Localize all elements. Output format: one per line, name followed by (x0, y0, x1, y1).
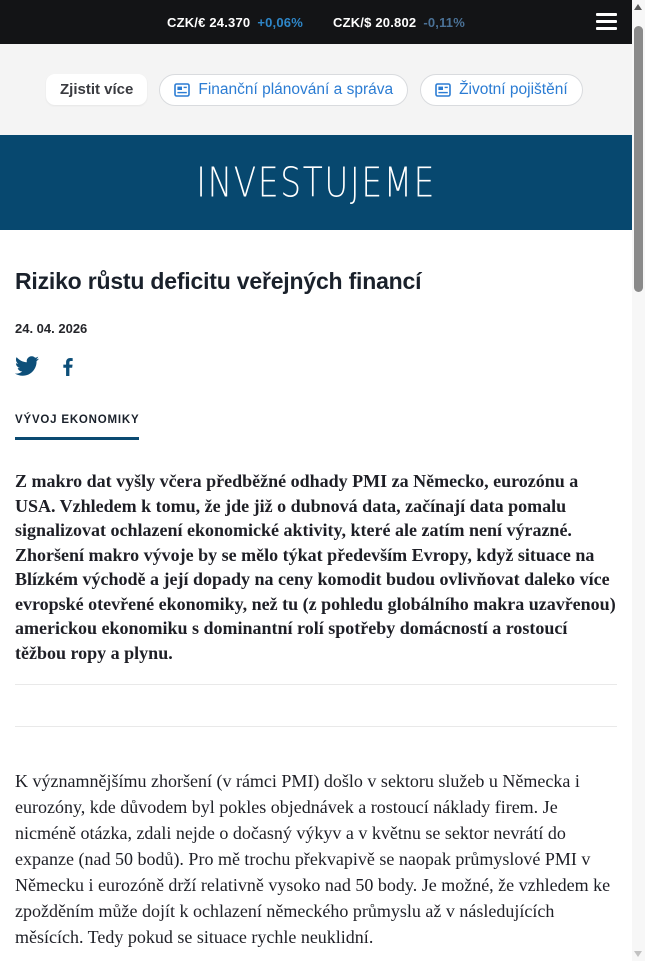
rate-pair-value: CZK/€ 24.370 (166, 14, 251, 30)
nav-pill-label: Životní pojištění (459, 80, 568, 98)
rate-pair-value: CZK/$ 20.802 (332, 14, 417, 30)
article-paragraph-1: Z makro dat vyšly včera předběžné odhady PMI za Německo, eurozónu a USA. Vzhledem k tomu, že jde již o dubnová data, začínají data pomalu signalizovat ochlazení ekonomické aktivity, které ale zatím není výrazné. Zhoršení makro vývoje by se mělo týkat především Evropy, když situace na Blízkém východě a její dopady na ceny komodit budou ovlivňovat daleko více evropské otevřené ekonomiky, než tu (z pohledu globálního makra uzavřenou) americkou ekonomiku s dominantní rolí spotřeby domácností a rostoucí těžbou ropy a plynu. (15, 471, 616, 663)
rate-czk-usd (333, 15, 465, 30)
nav-pill-zivotni-pojisteni[interactable] (420, 74, 583, 106)
share-row (15, 354, 617, 378)
topbar (0, 0, 632, 44)
rate-change: +0,06% (257, 14, 303, 30)
facebook-icon[interactable] (56, 354, 80, 378)
twitter-icon[interactable] (15, 354, 39, 378)
article-icon (435, 83, 451, 97)
scroll-down-arrow-icon[interactable] (634, 951, 642, 957)
site-banner[interactable] (0, 135, 632, 230)
scroll-up-arrow-icon[interactable] (634, 4, 642, 10)
zjistit-vice-button[interactable]: Zjistit více (46, 74, 147, 105)
hamburger-icon[interactable] (596, 11, 617, 32)
scrollbar-thumb[interactable] (634, 26, 643, 292)
scrollbar[interactable] (632, 0, 645, 961)
category-label[interactable]: VÝVOJ EKONOMIKY (15, 414, 139, 440)
article-paragraph-2: K významnějšímu zhoršení (v rámci PMI) došlo v sektoru služeb u Německa i eurozóny, kde důvodem byl pokles objednávek a rostoucí náklady firem. Je nicméně otázka, zdali nejde o dočasný výkyv a v květnu se sektor nevrátí do expanze (nad 50 bodů). Pro mě trochu překvapivě se naopak průmyslové PMI v Německu i eurozóně drží relativně vysoko nad 50 body. Je možné, že vzhledem ke zpožděním může dojít k ochlazení německého průmyslu až v následujících měsících. Tedy pokud se situace rychle neuklidní. (15, 771, 611, 947)
article-date: 24. 04. 2026 (15, 321, 88, 336)
article (0, 230, 632, 950)
page-title: Riziko růstu deficitu veřejných financí (15, 268, 422, 294)
article-icon (174, 83, 190, 97)
nav-strip (0, 44, 632, 135)
divider (15, 726, 617, 727)
investujeme-logo: INVESTUJEME (196, 159, 436, 206)
nav-pill-financni-planovani[interactable] (159, 74, 408, 106)
currency-rates (167, 15, 465, 30)
divider (15, 684, 617, 685)
rate-change: -0,11% (423, 14, 466, 30)
rate-czk-eur (167, 15, 303, 30)
nav-pill-label: Finanční plánování a správa (198, 80, 394, 98)
